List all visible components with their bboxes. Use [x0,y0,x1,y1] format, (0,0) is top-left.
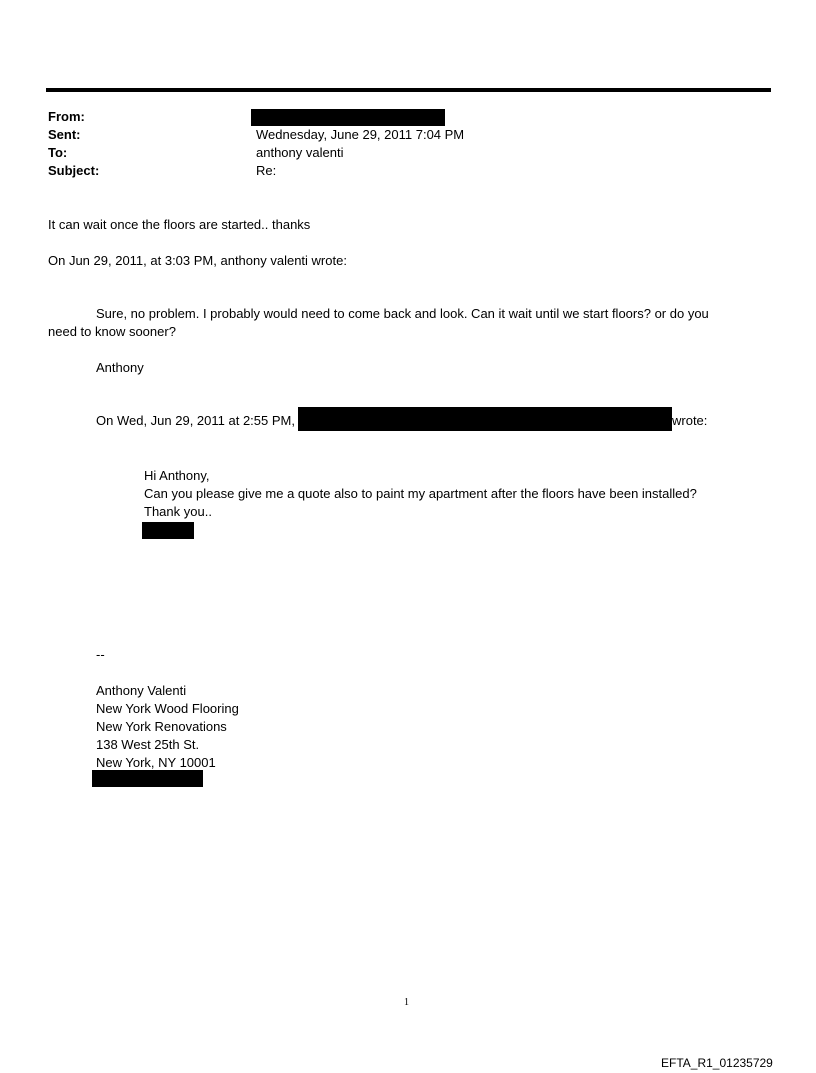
subject-value: Re: [256,163,277,178]
quote2-header-suffix: wrote: [672,413,708,428]
signature-separator: -- [96,647,105,662]
reply-line: It can wait once the floors are started.. thanks [48,217,311,232]
quote1-para-line1: Sure, no problem. I probably would need to come back and look. Can it wait until we start floors? or do you [96,306,709,321]
signature-line: New York Wood Flooring [96,701,239,716]
signature-line: 138 West 25th St. [96,737,200,752]
quote1-signoff: Anthony [96,360,144,375]
page-number: 1 [404,997,409,1008]
document-id: EFTA_R1_01235729 [661,1056,773,1070]
redacted-sender [251,109,445,126]
sent-label: Sent: [48,127,81,142]
to-label: To: [48,145,68,160]
signature-line: New York, NY 10001 [96,755,216,770]
redacted-email-address [298,407,672,431]
quote2-thanks: Thank you.. [144,504,212,519]
redacted-phone [92,770,203,787]
quote2-header-prefix: On Wed, Jun 29, 2011 at 2:55 PM, [96,413,295,428]
signature-line: New York Renovations [96,719,227,734]
from-label: From: [48,109,85,124]
quote2-body: Can you please give me a quote also to paint my apartment after the floors have been installed? [144,486,697,501]
to-value: anthony valenti [256,145,344,160]
quote1-header: On Jun 29, 2011, at 3:03 PM, anthony valenti wrote: [48,253,347,268]
sent-value: Wednesday, June 29, 2011 7:04 PM [256,127,465,142]
signature-line: Anthony Valenti [96,683,187,698]
header-rule [46,88,771,92]
subject-label: Subject: [48,163,100,178]
redacted-sender-name [142,522,194,539]
quote1-para-line2: need to know sooner? [48,324,176,339]
quote2-greeting: Hi Anthony, [144,468,210,483]
